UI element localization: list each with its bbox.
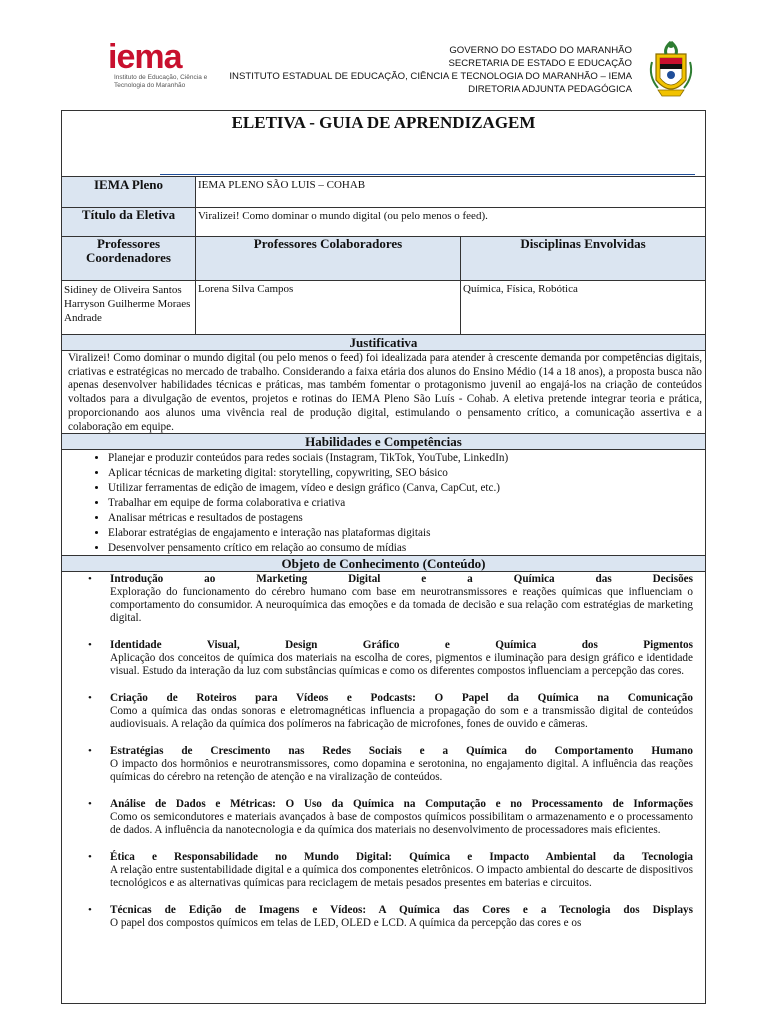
objeto-heading: Objeto de Conhecimento (Conteúdo): [62, 556, 705, 572]
bullet-icon: •: [88, 851, 92, 863]
bullet-icon: •: [88, 745, 92, 757]
list-item: • Utilizar ferramentas de edição de imagem, vídeo e design gráfico (Canva, CapCut, etc.): [108, 481, 705, 496]
topic-title: Criação de Roteiros para Vídeos e Podcasts: O Papel da Química na Comunicação: [110, 692, 693, 704]
titulo-label: Título da Eletiva: [62, 208, 196, 236]
list-item: • Trabalhar em equipe de forma colaborativa e criativa: [108, 496, 705, 511]
list-item: • Analisar métricas e resultados de postagens: [108, 511, 705, 526]
government-header: [229, 44, 632, 96]
habilidades-heading: Habilidades e Competências: [62, 434, 705, 450]
page-header: [0, 0, 768, 110]
topic-description: Aplicação dos conceitos de química dos materiais na escolha de cores, pigmentos e iluminação para design gráfico e identidade visual. Estudo da interação da luz com substâncias químicas e como os diferentes compostos influenciam a percepção das cores.: [110, 652, 693, 677]
titulo-row: [62, 208, 705, 237]
list-item: • Planejar e produzir conteúdos para redes sociais (Instagram, TikTok, YouTube, LinkedIn): [108, 451, 705, 466]
prof-colab-label: Professores Colaboradores: [196, 237, 461, 280]
content-topic: [62, 692, 705, 731]
topic-description: Exploração do funcionamento do cérebro humano com base em neurotransmissores e reações químicas que influenciam o comportamento do consumidor. A neuroquímica das emoções e da tomada de decisão e sua relação com estratégias de marketing digital.: [110, 586, 693, 624]
objeto-contents: [62, 572, 705, 1003]
gov-line: INSTITUTO ESTADUAL DE EDUCAÇÃO, CIÊNCIA E TECNOLOGIA DO MARANHÃO – IEMA: [229, 71, 632, 82]
logo-subtitle: Instituto de Educação, Ciência e Tecnologia do Maranhão: [114, 74, 208, 89]
disciplinas-label: Disciplinas Envolvidas: [461, 237, 705, 280]
topic-title: Ética e Responsabilidade no Mundo Digital: Química e Impacto Ambiental da Tecnologia: [110, 851, 693, 863]
bullet-icon: •: [88, 798, 92, 810]
prof-colab-value: Lorena Silva Campos: [196, 281, 461, 334]
topic-description: A relação entre sustentabilidade digital e a química dos componentes eletrônicos. O impacto ambiental do descarte de dispositivos tecnológicos e as alternativas químicas para reciclagem de metais pesados presentes em baterias e circuitos.: [110, 864, 693, 889]
gov-line: GOVERNO DO ESTADO DO MARANHÃO: [449, 45, 632, 56]
professores-values-row: [62, 281, 705, 335]
iema-value: IEMA PLENO SÃO LUIS – COHAB: [198, 179, 366, 191]
list-item: • Elaborar estratégias de engajamento e interação nas plataformas digitais: [108, 526, 705, 541]
bullet-icon: •: [88, 904, 92, 916]
prof-coord-label: Professores Coordenadores: [62, 237, 196, 280]
topic-description: O papel dos compostos químicos em telas de LED, OLED e LCD. A química da percepção das cores e os: [110, 917, 582, 929]
habilidades-list: [62, 450, 705, 556]
titulo-value: Viralizei! Como dominar o mundo digital (ou pelo menos o feed).: [198, 210, 488, 222]
iema-label: IEMA Pleno: [62, 177, 196, 207]
iema-row: [62, 177, 705, 208]
content-topic: [62, 798, 705, 837]
iema-logo: [108, 40, 208, 100]
topic-description: O impacto dos hormônios e neurotransmissores, como dopamina e serotonina, no engajamento digital. A influência das reações químicas do cérebro na retenção de atenção e na viralização de conteúdos.: [110, 758, 693, 783]
gov-line: DIRETORIA ADJUNTA PEDAGÓGICA: [468, 84, 632, 95]
document-title: ELETIVA - GUIA DE APRENDIZAGEM: [231, 113, 536, 132]
topic-title: Introdução ao Marketing Digital e a Química das Decisões: [110, 573, 693, 585]
content-topic: [62, 851, 705, 890]
content-topic: [62, 639, 705, 678]
habilidades-list-row: [62, 450, 705, 556]
prof-coord-value: Sidiney de Oliveira Santos Harryson Guilherme Moraes Andrade: [62, 281, 196, 334]
justificativa-text: Viralizei! Como dominar o mundo digital (ou pelo menos o feed) foi idealizada para atender à crescente demanda por competências digitais, criativas e estratégicas no mercado de trabalho. Considerando a faixa etária dos alunos do Ensino Médio (14 a 18 anos), a proposta busca não apenas desenvolver habilidades técnicas e práticas, mas também fomentar o protagonismo juvenil ao engajá-los na criação de conteúdos voltados para a divulgação de eventos, projetos e rotinas do IEMA Pleno São Luís - Cohab. A eletiva pretende integrar teoria e prática, proporcionando aos alunos uma vivência real de produção digital, estimulando o pensamento crítico, a comunicação assertiva e a colaboração em equipe.: [62, 351, 705, 434]
topic-description: Como os semicondutores e materiais avançados à base de compostos químicos possibilitam o armazenamento e o processamento de dados. A influência da nanotecnologia e da química dos materiais no desenvolvimento de processadores mais eficientes.: [110, 811, 693, 836]
gov-line: SECRETARIA DE ESTADO E EDUCAÇÃO: [448, 58, 632, 69]
topic-title: Análise de Dados e Métricas: O Uso da Química na Computação e no Processamento de Informações: [110, 798, 693, 810]
topic-description: Como a química das ondas sonoras e eletromagnéticas influencia a propagação do som e a transmissão digital de conteúdos audiovisuais. A relação da química dos polímeros na fabricação de microfones, fones de ouvido e câmeras.: [110, 705, 693, 730]
state-coat-of-arms-icon: [646, 40, 696, 102]
content-topic: [62, 745, 705, 784]
title-underline: [160, 174, 695, 175]
bullet-icon: •: [88, 692, 92, 704]
topic-title: Identidade Visual, Design Gráfico e Química dos Pigmentos: [110, 639, 693, 651]
list-item: • Desenvolver pensamento crítico em relação ao consumo de mídias: [108, 541, 705, 556]
bullet-icon: •: [88, 639, 92, 651]
content-topic: [62, 904, 705, 930]
learning-guide-form: [61, 110, 706, 1004]
title-row: [62, 111, 705, 177]
logo-wordmark: iema: [108, 38, 182, 76]
justificativa-heading: Justificativa: [62, 335, 705, 351]
disciplinas-value: Química, Física, Robótica: [463, 283, 578, 295]
professores-header-row: [62, 237, 705, 281]
bullet-icon: •: [88, 573, 92, 585]
list-item: • Aplicar técnicas de marketing digital: storytelling, copywriting, SEO básico: [108, 466, 705, 481]
topic-title: Estratégias de Crescimento nas Redes Sociais e a Química do Comportamento Humano: [110, 745, 693, 757]
content-topic: [62, 573, 705, 625]
topic-title: Técnicas de Edição de Imagens e Vídeos: A Química das Cores e a Tecnologia dos Displays: [110, 904, 693, 916]
